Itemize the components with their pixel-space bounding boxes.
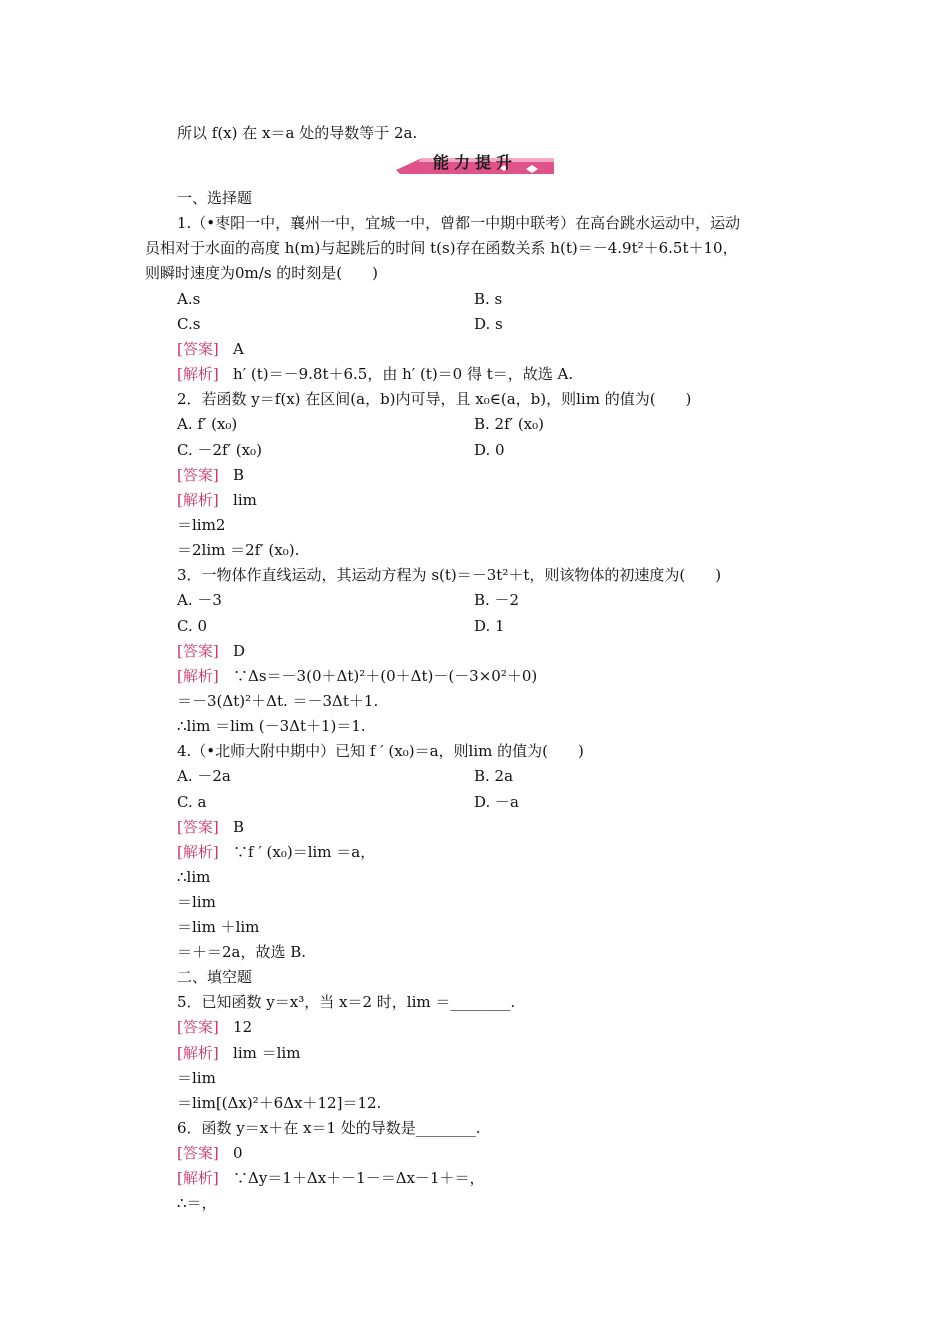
analysis-text: ∵Δy＝1＋Δx＋－1－＝Δx－1＋＝， — [233, 1169, 485, 1187]
section-heading: 一、选择题 — [177, 189, 253, 207]
option-b: B. s — [474, 290, 503, 308]
answer-label: [答案] — [177, 818, 219, 836]
option-d: D. 0 — [474, 441, 505, 459]
answer-value: 0 — [233, 1144, 243, 1162]
analysis-line — [177, 1043, 300, 1063]
option-b: B. 2f′ (x₀) — [474, 415, 545, 433]
answer-line — [177, 465, 244, 485]
banner-title: 能力提升 — [432, 153, 517, 172]
analysis-step: ∴lim — [177, 868, 211, 886]
analysis-text: ∵f ′ (x₀)＝lim ＝a， — [233, 843, 376, 861]
answer-line — [177, 339, 244, 359]
answer-line — [177, 1017, 252, 1037]
analysis-text: h′ (t)＝－9.8t＋6.5，由 h′ (t)＝0 得 t＝，故选 A. — [233, 365, 574, 383]
analysis-label: [解析] — [177, 843, 219, 861]
analysis-line — [177, 490, 257, 510]
analysis-step: ＝lim — [177, 1069, 216, 1087]
analysis-line — [177, 666, 537, 686]
option-a: A.s — [177, 290, 201, 308]
answer-value: 12 — [233, 1018, 253, 1036]
option-a: A. －2a — [177, 767, 231, 785]
option-d: D. 1 — [474, 617, 505, 635]
answer-label: [答案] — [177, 466, 219, 484]
analysis-step: ＝－3(Δt)²＋Δt. ＝－3Δt＋1. — [177, 692, 379, 710]
option-a: A. f′ (x₀) — [177, 415, 238, 433]
analysis-line — [177, 1168, 485, 1188]
answer-line — [177, 641, 245, 661]
analysis-line — [177, 364, 573, 384]
analysis-text: lim — [233, 491, 257, 509]
option-c: C. 0 — [177, 617, 208, 635]
option-b: B. －2 — [474, 591, 520, 609]
analysis-step: ∴lim ＝lim (－3Δt＋1)＝1. — [177, 717, 366, 735]
analysis-step: ＝lim — [177, 893, 216, 911]
analysis-step: ∴＝， — [177, 1194, 217, 1212]
question-1-line-2: 员相对于水面的高度 h(m)与起跳后的时间 t(s)存在函数关系 h(t)＝－4.9t²＋6.5t＋10， — [145, 239, 738, 257]
analysis-label: [解析] — [177, 365, 219, 383]
answer-label: [答案] — [177, 1144, 219, 1162]
answer-value: B — [233, 818, 245, 836]
analysis-step: ＝＋＝2a，故选 B. — [177, 943, 307, 961]
question-5: 5．已知函数 y＝x³，当 x＝2 时，lim ＝________. — [177, 993, 516, 1011]
answer-value: B — [233, 466, 245, 484]
analysis-text: lim ＝lim — [233, 1044, 301, 1062]
answer-value: A — [233, 340, 244, 358]
question-2: 2．若函数 y＝f(x) 在区间(a，b)内可导，且 x₀∈(a，b)，则lim 的值为( ) — [177, 390, 692, 408]
analysis-step: ＝2lim ＝2f′ (x₀). — [177, 541, 300, 559]
question-6: 6．函数 y＝x＋在 x＝1 处的导数是________. — [177, 1119, 481, 1137]
option-d: D. －a — [474, 793, 519, 811]
analysis-step: ＝lim[(Δx)²＋6Δx＋12]＝12. — [177, 1094, 382, 1112]
analysis-line — [177, 842, 375, 862]
question-1-line-1: 1.（•枣阳一中，襄州一中，宜城一中，曾都一中期中联考）在高台跳水运动中，运动 — [177, 214, 741, 232]
answer-line — [177, 817, 244, 837]
option-b: B. 2a — [474, 767, 514, 785]
option-c: C. －2f′ (x₀) — [177, 441, 262, 459]
option-c: C. a — [177, 793, 207, 811]
option-a: A. －3 — [177, 591, 222, 609]
question-4: 4.（•北师大附中期中）已知 f ′ (x₀)＝a，则lim 的值为( ) — [177, 742, 584, 760]
option-d: D. s — [474, 315, 503, 333]
answer-label: [答案] — [177, 642, 219, 660]
analysis-label: [解析] — [177, 667, 219, 685]
answer-value: D — [233, 642, 246, 660]
answer-line — [177, 1143, 243, 1163]
analysis-text: ∵Δs＝－3(0＋Δt)²＋(0＋Δt)－(－3×0²＋0) — [233, 667, 538, 685]
section-heading: 二、填空题 — [177, 968, 253, 986]
answer-label: [答案] — [177, 340, 219, 358]
conclusion-line: 所以 f(x) 在 x＝a 处的导数等于 2a. — [177, 124, 418, 142]
question-1-line-3: 则瞬时速度为0m/s 的时刻是( ) — [145, 264, 378, 282]
option-c: C.s — [177, 315, 201, 333]
analysis-label: [解析] — [177, 1169, 219, 1187]
answer-label: [答案] — [177, 1018, 219, 1036]
analysis-step: ＝lim ＋lim — [177, 918, 260, 936]
analysis-label: [解析] — [177, 491, 219, 509]
section-banner — [392, 148, 558, 178]
analysis-label: [解析] — [177, 1044, 219, 1062]
question-3: 3．一物体作直线运动，其运动方程为 s(t)＝－3t²＋t，则该物体的初速度为( ) — [177, 566, 722, 584]
analysis-step: ＝lim2 — [177, 516, 226, 534]
